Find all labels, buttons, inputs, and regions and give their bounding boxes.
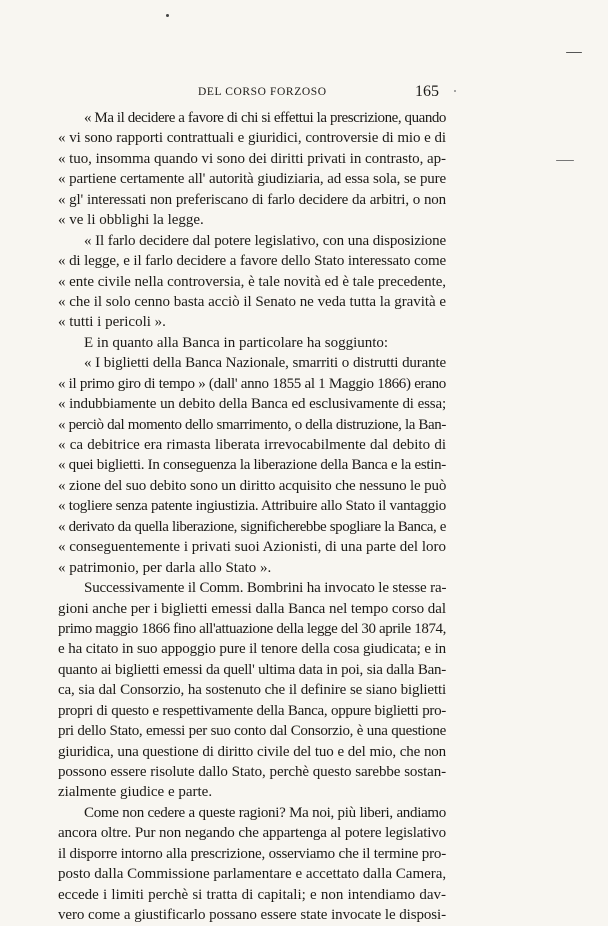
text-line: « partiene certamente all' autorità giudiziaria, ad essa sola, se pure	[58, 171, 446, 188]
text-line: « patrimonio, per darla allo Stato ».	[58, 559, 272, 576]
text-line: « vi sono rapporti contrattuali e giuridici, controversie di mio e di	[58, 130, 446, 147]
text-line: « perciò dal momento dello smarrimento, o della distruzione, la Ban-	[58, 416, 446, 433]
text-line: « Ma il decidere a favore di chi si effettui la prescrizione, quando	[84, 110, 446, 126]
page-number: 165	[415, 83, 439, 100]
text-line: « gl' interessati non preferiscano di farlo decidere da arbitri, o non	[58, 191, 446, 208]
text-line: « zione del suo debito sono un diritto acquisito che nessuno le può	[58, 477, 446, 494]
text-line: e ha citato in suo appoggio pure il tenore della cosa giudicata; e in	[58, 641, 446, 658]
text-line: « di legge, e il farlo decidere a favore dello Stato interessato come	[58, 253, 446, 270]
text-line: gioni anche per i biglietti emessi dalla Banca nel tempo corso dal	[58, 600, 446, 617]
text-line: « conseguentemente i privati suoi Azionisti, di una parte del loro	[58, 539, 446, 556]
text-line: « ca debitrice era rimasta liberata irrevocabilmente dal debito di	[58, 437, 446, 453]
text-line: « togliere senza patente ingiustizia. Attribuire allo Stato il vantaggio	[58, 498, 446, 515]
text-line: quanto ai biglietti emessi da quell' ultima data in poi, sia dalla Ban-	[58, 661, 446, 678]
text-line: zialmente giudice e parte.	[58, 784, 213, 801]
text-line: Come non cedere a queste ragioni? Ma noi, più liberi, andiamo	[84, 804, 446, 821]
text-line: vero come a giustificarlo possano essere state invocate le disposi-	[58, 907, 446, 924]
text-line: possono essere risolute dallo Stato, perchè questo sarebbe sostan-	[58, 764, 446, 780]
text-line: Successivamente il Comm. Bombrini ha invocato le stesse ra-	[84, 580, 446, 597]
text-line: ancora oltre. Pur non negando che appartenga al potere legislativo	[58, 825, 446, 842]
text-line: primo maggio 1866 fino all'attuazione della legge del 30 aprile 1874,	[58, 620, 446, 637]
text-line: ca, sia dal Consorzio, ha sostenuto che il definire se siano biglietti	[58, 682, 446, 699]
text-line: il disporre intorno alla prescrizione, osserviamo che il termine pro-	[58, 845, 446, 862]
margin-mark	[566, 52, 582, 53]
text-line: « tutti i pericoli ».	[58, 314, 166, 331]
text-line: propri di questo e respettivamente della Banca, oppure biglietti pro-	[58, 702, 446, 719]
margin-mark	[556, 160, 574, 161]
text-line: posto dalla Commissione parlamentare e accettato dalla Camera,	[58, 866, 446, 883]
running-title: DEL CORSO FORZOSO	[198, 86, 327, 98]
page-header	[0, 83, 608, 106]
text-line: « ente civile nella controversia, è tale novità ed è tale precedente,	[58, 273, 446, 290]
text-line: « quei biglietti. In conseguenza la liberazione della Banca e la estin-	[58, 457, 446, 474]
text-line: « derivato da quella liberazione, significherebbe spogliare la Banca, e	[58, 518, 446, 535]
text-line: pri dello Stato, emessi per suo conto dal Consorzio, è una questione	[58, 723, 446, 740]
text-line: E in quanto alla Banca in particolare ha soggiunto:	[84, 334, 389, 351]
text-line: « indubbiamente un debito della Banca ed esclusivamente di essa;	[58, 396, 446, 413]
text-line: « tuo, insomma quando vi sono dei diritti privati in contrasto, ap-	[58, 150, 446, 167]
body-text	[58, 108, 446, 926]
text-line: « I biglietti della Banca Nazionale, smarriti o distrutti durante	[84, 355, 446, 372]
print-speck	[166, 14, 169, 17]
text-line: giuridica, una questione di diritto civile del tuo e del mio, che non	[58, 743, 446, 760]
text-line: « Il farlo decidere dal potere legislativo, con una disposizione	[84, 232, 446, 249]
text-line: « che il solo cenno basta acciò il Senato ne veda tutta la gravità e	[58, 293, 446, 310]
text-line: eccede i limiti perchè si tratta di capitali; e non intendiamo dav-	[58, 886, 446, 903]
text-line: « il primo giro di tempo » (dall' anno 1855 al 1 Maggio 1866) erano	[58, 375, 446, 392]
text-line: « ve li obblighi la legge.	[58, 212, 204, 229]
